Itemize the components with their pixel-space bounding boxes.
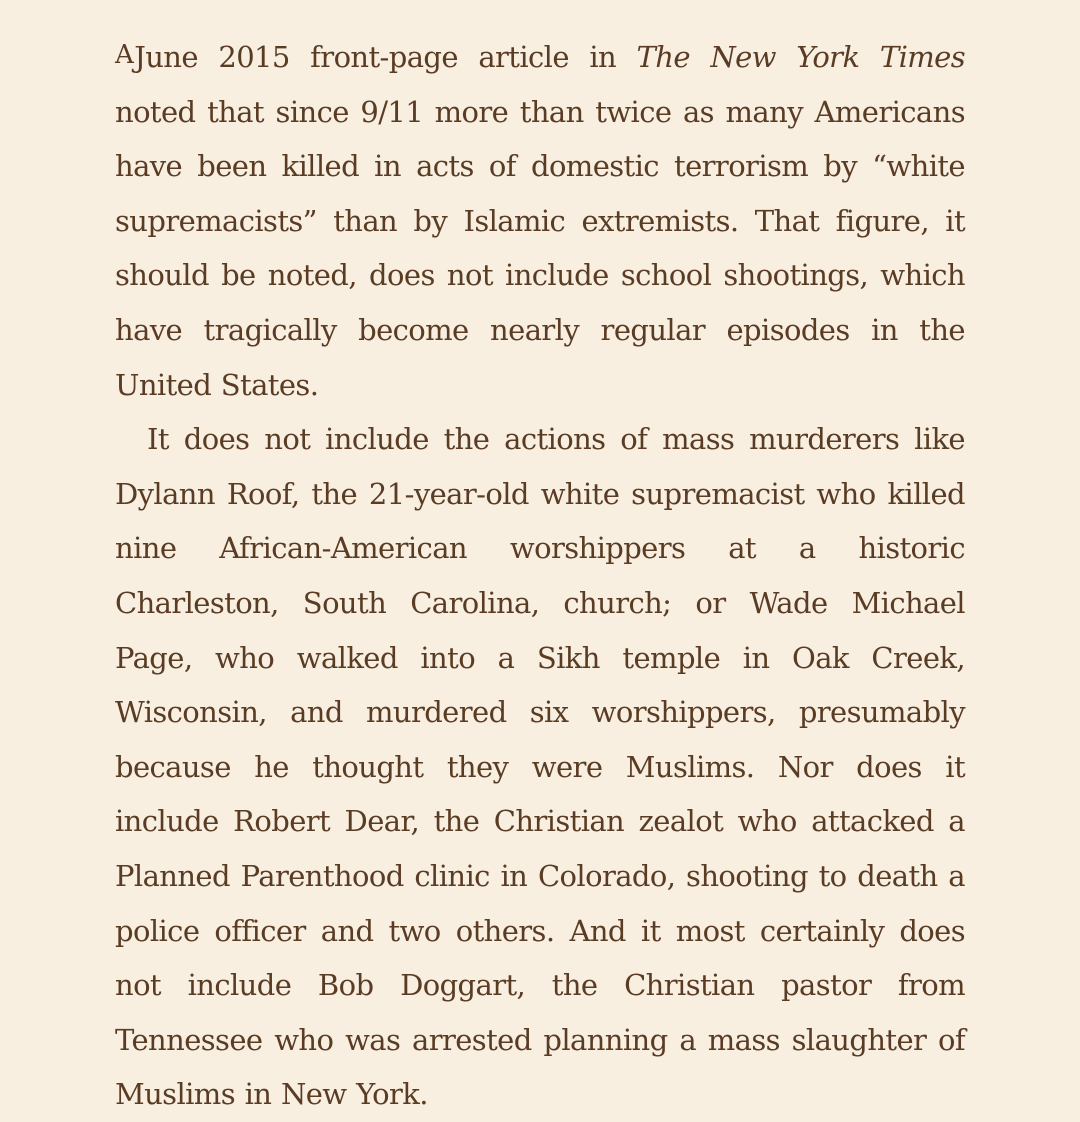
drop-cap: A: [115, 40, 134, 70]
page-text: [115, 28, 965, 1122]
paragraph-1: [115, 28, 965, 412]
paragraph-2: It does not include the actions of mass murderers like Dylann Roof, the 21-year-old white supremacist who killed nine African-American worshippers at a historic Charleston, South Carolina, church; or Wade Michael Page, who walked into a Sikh temple in Oak Creek, Wisconsin, and murdered six worshippers, presumably because he thought they were Muslims. Nor does it include Robert Dear, the Christian zealot who attacked a Planned Parenthood clinic in Colorado, shooting to death a police officer and two others. And it most certainly does not include Bob Doggart, the Christian pastor from Tennessee who was arrested planning a mass slaughter of Muslims in New York.: [115, 422, 965, 1112]
publication-title: The New York Times: [636, 40, 965, 74]
paragraph-1-text-end: noted that since 9/11 more than twice as many Americans have been killed in acts of domestic terrorism by “white supremacists” than by Islamic extremists. That figure, it should be noted, does not include school shootings, which have tragically become nearly regular episodes in the United States.: [115, 94, 965, 402]
paragraph-1-text-start: June 2015 front-page article in: [134, 40, 637, 74]
